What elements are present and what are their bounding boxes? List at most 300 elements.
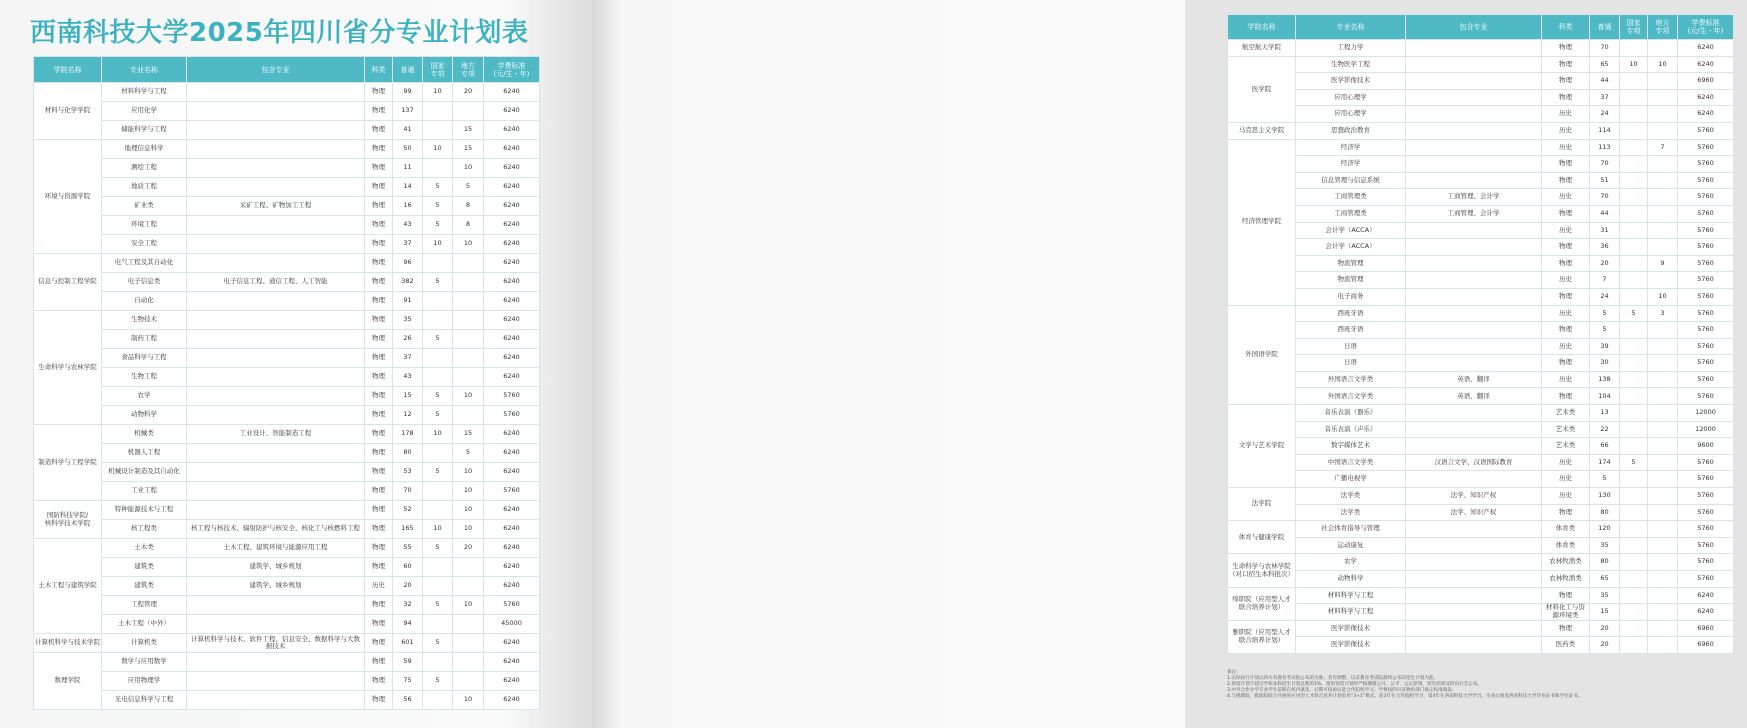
table-row [34,330,540,349]
general-cell: 75 [393,672,423,691]
fee-cell: 5760 [1678,488,1734,505]
subject-cell: 体育类 [1542,521,1590,538]
general-cell: 15 [393,387,423,406]
table-row [1228,521,1734,538]
header-general: 普通 [393,57,423,83]
header-includes: 包含专业 [1406,15,1542,40]
fee-cell: 5760 [484,482,540,501]
cell-line: 绵职院（应用型人才 [1232,595,1291,604]
includes-cell [1406,537,1542,554]
fee-cell: 5760 [1678,454,1734,471]
subject-cell: 历史 [1542,272,1590,289]
subject-cell: 物理 [1542,255,1590,272]
major-cell: 测绘工程 [102,159,187,178]
local-cell [453,254,484,273]
local-cell [453,634,484,653]
major-cell: 安全工程 [102,235,187,254]
includes-cell [187,121,365,140]
table-row [1228,338,1734,355]
table-row [1228,371,1734,388]
major-cell: 广播电视学 [1296,471,1406,488]
includes-cell [187,691,365,710]
general-cell: 16 [393,197,423,216]
general-cell: 53 [393,463,423,482]
subject-cell: 物理 [365,197,393,216]
table-row [34,463,540,482]
fee-cell: 6240 [484,159,540,178]
header-local [453,57,484,83]
national-cell [1620,40,1648,57]
subject-cell: 物理 [365,558,393,577]
includes-cell [1406,421,1542,438]
major-cell: 电气工程及其自动化 [102,254,187,273]
fee-cell: 5760 [484,387,540,406]
fee-cell: 5760 [1678,189,1734,206]
subject-cell: 艺术类 [1542,438,1590,455]
table-row [1228,637,1734,654]
national-cell: 5 [423,330,453,349]
national-cell [1620,571,1648,588]
includes-cell [187,501,365,520]
local-cell [453,349,484,368]
major-cell: 动物科学 [102,406,187,425]
college-cell: 马克思主义学院 [1228,122,1296,139]
includes-cell [1406,322,1542,339]
general-cell: 52 [393,501,423,520]
table-row [34,178,540,197]
general-cell: 14 [393,178,423,197]
table-row [1228,587,1734,604]
includes-cell [1406,571,1542,588]
major-cell: 机器人工程 [102,444,187,463]
local-cell [1648,471,1678,488]
subject-cell: 艺术类 [1542,421,1590,438]
local-cell [1648,355,1678,372]
general-cell: 94 [393,615,423,634]
header-national [1620,15,1648,40]
general-cell: 20 [1590,255,1620,272]
local-cell [1648,106,1678,123]
local-cell [1648,438,1678,455]
cell-line: （对口招生本科批次） [1229,569,1294,578]
college-cell: 计算机科学与技术学院 [34,634,102,653]
note-line: 备注： [1227,670,1241,675]
local-cell [1648,521,1678,538]
includes-cell: 核工程与核技术、辐射防护与核安全、核化工与核燃料工程 [187,520,365,539]
table-row [1228,255,1734,272]
table-row [34,691,540,710]
table-row [34,387,540,406]
major-cell: 材料科学与工程 [102,83,187,102]
national-cell: 10 [423,83,453,102]
table-row [1228,322,1734,339]
table-row [34,596,540,615]
major-cell: 电子商务 [1296,288,1406,305]
fee-cell: 6240 [484,83,540,102]
major-cell: 应用物理学 [102,672,187,691]
includes-cell [1406,156,1542,173]
major-cell: 工程力学 [1296,40,1406,57]
major-cell: 核工程类 [102,520,187,539]
fee-cell: 5760 [1678,338,1734,355]
national-cell [423,102,453,121]
fee-cell: 6240 [484,178,540,197]
local-cell [1648,272,1678,289]
general-cell: 30 [1590,355,1620,372]
header-row [34,57,540,83]
major-cell: 矿业类 [102,197,187,216]
local-cell: 10 [453,463,484,482]
table-row [1228,471,1734,488]
fee-cell: 5760 [1678,371,1734,388]
local-cell: 7 [1648,139,1678,156]
left-page [0,0,593,728]
major-cell: 音乐表演（器乐） [1296,405,1406,422]
cell-line: 联合培养计划） [1238,635,1285,644]
local-cell: 9 [1648,255,1678,272]
includes-cell: 英语、翻译 [1406,371,1542,388]
cell-line: 国家 [430,61,445,70]
national-cell [423,159,453,178]
includes-cell: 工商管理、会计学 [1406,189,1542,206]
national-cell: 5 [423,197,453,216]
includes-cell [187,159,365,178]
includes-cell [187,178,365,197]
table-row [1228,604,1734,621]
college-cell: 生命科学与农林学院 [34,311,102,425]
general-cell: 70 [1590,156,1620,173]
general-cell: 20 [393,577,423,596]
includes-cell [1406,40,1542,57]
fee-cell: 5760 [1678,322,1734,339]
subject-cell: 物理 [365,140,393,159]
cell-line: 学费标准 [497,61,526,70]
local-cell [1648,172,1678,189]
table-row [34,368,540,387]
national-cell [1620,205,1648,222]
fee-cell: 6240 [1678,587,1734,604]
fee-cell: 5760 [1678,172,1734,189]
major-cell: 日语 [1296,355,1406,372]
cell-line: 联合培养计划） [1238,602,1285,611]
header-fee [1678,15,1734,40]
includes-cell [1406,56,1542,73]
major-cell: 机械类 [102,425,187,444]
includes-cell [1406,587,1542,604]
general-cell: 35 [393,311,423,330]
national-cell [1620,89,1648,106]
general-cell: 80 [1590,504,1620,521]
national-cell [1620,488,1648,505]
note-line: 3.中外合作办学专业学生前期在校内就读，后期可按协议赴合作院校学习，学费按四川省物价部门核定标准收取。 [1227,688,1457,694]
fee-cell: 6240 [484,691,540,710]
general-cell: 12 [393,406,423,425]
national-cell [1620,388,1648,405]
local-cell [1648,571,1678,588]
local-cell [1648,189,1678,206]
includes-cell [1406,471,1542,488]
subject-cell: 物理 [365,463,393,482]
includes-cell [187,444,365,463]
table-row [1228,172,1734,189]
national-cell [423,368,453,387]
general-cell: 35 [1590,537,1620,554]
general-cell: 56 [393,691,423,710]
general-cell: 80 [393,444,423,463]
general-cell: 120 [1590,521,1620,538]
local-cell [453,406,484,425]
subject-cell: 物理 [365,634,393,653]
fee-cell: 12000 [1678,405,1734,422]
table-row [34,254,540,273]
major-cell: 医学影像技术 [1296,620,1406,637]
subject-cell: 物理 [365,653,393,672]
subject-cell: 历史 [1542,488,1590,505]
local-cell: 10 [453,387,484,406]
cell-line: 专项 [461,69,475,78]
major-cell: 西班牙语 [1296,305,1406,322]
major-cell: 土木类 [102,539,187,558]
national-cell: 5 [1620,305,1648,322]
subject-cell: 物理 [365,501,393,520]
major-cell: 材料科学与工程 [1296,587,1406,604]
local-cell [453,577,484,596]
fee-cell: 6240 [484,425,540,444]
national-cell: 10 [1620,56,1648,73]
major-cell: 光电信息科学与工程 [102,691,187,710]
local-cell: 20 [453,83,484,102]
major-cell: 医学影像技术 [1296,637,1406,654]
national-cell: 10 [423,425,453,444]
header-general: 普通 [1590,15,1620,40]
table-row [34,159,540,178]
includes-cell [187,102,365,121]
major-cell: 食品科学与工程 [102,349,187,368]
fee-cell: 5760 [1678,504,1734,521]
major-cell: 工程管理 [102,596,187,615]
subject-cell: 历史 [1542,122,1590,139]
general-cell: 24 [1590,106,1620,123]
fee-cell: 5760 [484,596,540,615]
fee-cell: 45000 [484,615,540,634]
national-cell [423,653,453,672]
major-cell: 地质工程 [102,178,187,197]
table-row [1228,405,1734,422]
subject-cell: 物理 [1542,172,1590,189]
subject-cell: 物理 [1542,40,1590,57]
general-cell: 59 [393,653,423,672]
fee-cell: 6240 [484,672,540,691]
local-cell [453,102,484,121]
right-page [593,0,1724,728]
includes-cell [1406,255,1542,272]
fee-cell: 6240 [484,330,540,349]
fee-cell: 6240 [484,140,540,159]
subject-cell: 物理 [1542,73,1590,90]
local-cell [453,615,484,634]
fee-cell: 5760 [1678,355,1734,372]
table-row [1228,454,1734,471]
major-cell: 思想政治教育 [1296,122,1406,139]
subject-cell: 物理 [365,159,393,178]
major-cell: 物流管理 [1296,255,1406,272]
subject-cell: 历史 [1542,371,1590,388]
subject-cell: 物理 [1542,89,1590,106]
national-cell [1620,637,1648,654]
local-cell: 3 [1648,305,1678,322]
footnotes [1227,670,1747,700]
cell-line: 地方 [461,61,475,70]
local-cell [453,368,484,387]
national-cell [423,501,453,520]
local-cell: 15 [453,140,484,159]
local-cell: 8 [453,216,484,235]
table-row [34,501,540,520]
general-cell: 26 [393,330,423,349]
subject-cell: 物理 [365,216,393,235]
national-cell [423,691,453,710]
general-cell: 5 [1590,322,1620,339]
header-major: 专业名称 [102,57,187,83]
local-cell [1648,322,1678,339]
note-line: 4.与绵职院、雅职院联合开展的应用型人才联合培养计划采用“3+1”模式，前3年在合作院校学习，第4年在西南科技大学学习，毕业后颁发西南科技大学毕业证书和学位证书。 [1227,694,1583,700]
includes-cell: 计算机科学与技术、软件工程、信息安全、数据科学与大数据技术 [187,634,365,653]
includes-cell [1406,637,1542,654]
fee-cell: 5760 [1678,571,1734,588]
general-cell: 11 [393,159,423,178]
includes-cell [1406,172,1542,189]
general-cell: 13 [1590,405,1620,422]
table-row [1228,73,1734,90]
includes-cell [187,235,365,254]
national-cell: 10 [423,235,453,254]
fee-cell: 6240 [484,349,540,368]
national-cell [1620,139,1648,156]
subject-cell: 材料化工与资源环境类 [1542,604,1590,621]
major-cell: 音乐表演（声乐） [1296,421,1406,438]
fee-cell: 6240 [484,368,540,387]
subject-cell: 物理 [1542,56,1590,73]
national-cell [1620,471,1648,488]
includes-cell [187,292,365,311]
general-cell: 32 [393,596,423,615]
local-cell [1648,388,1678,405]
local-cell [1648,421,1678,438]
local-cell: 10 [453,235,484,254]
subject-cell: 物理 [365,121,393,140]
fee-cell: 5760 [1678,288,1734,305]
table-row [34,349,540,368]
local-cell [1648,537,1678,554]
table-row [1228,305,1734,322]
major-cell: 生物医学工程 [1296,56,1406,73]
major-cell: 工商管理类 [1296,189,1406,206]
subject-cell: 历史 [1542,189,1590,206]
includes-cell [1406,405,1542,422]
cell-line: 专项 [1655,27,1670,35]
header-college: 学院名称 [1228,15,1296,40]
includes-cell: 电子信息工程、通信工程、人工智能 [187,273,365,292]
general-cell: 37 [1590,89,1620,106]
local-cell [1648,122,1678,139]
national-cell [1620,288,1648,305]
includes-cell [187,311,365,330]
cell-line: 核科学技术学院 [44,518,91,527]
national-cell [1620,521,1648,538]
includes-cell [187,463,365,482]
national-cell: 5 [423,387,453,406]
subject-cell: 物理 [1542,355,1590,372]
general-cell: 178 [393,425,423,444]
table-row [1228,272,1734,289]
general-cell: 130 [1590,488,1620,505]
subject-cell: 物理 [365,596,393,615]
national-cell: 5 [423,596,453,615]
fee-cell: 5760 [1678,239,1734,256]
includes-cell [1406,288,1542,305]
subject-cell: 物理 [365,520,393,539]
college-cell: 文学与艺术学院 [1228,405,1296,488]
includes-cell [1406,620,1542,637]
header-subject: 科类 [365,57,393,83]
subject-cell: 历史 [1542,139,1590,156]
local-cell [1648,239,1678,256]
includes-cell [187,596,365,615]
college-cell: 体育与健康学院 [1228,521,1296,554]
header-row [1228,15,1734,40]
subject-cell: 历史 [1542,222,1590,239]
general-cell: 43 [393,368,423,387]
local-cell [1648,620,1678,637]
national-cell [423,292,453,311]
general-cell: 5 [1590,471,1620,488]
college-cell: 数理学院 [34,653,102,710]
table-row [1228,504,1734,521]
major-cell: 土木工程（中外） [102,615,187,634]
subject-cell: 历史 [1542,454,1590,471]
general-cell: 37 [393,235,423,254]
table-row [34,292,540,311]
subject-cell: 物理 [1542,587,1590,604]
table-row [34,558,540,577]
subject-cell: 历史 [1542,106,1590,123]
general-cell: 65 [1590,571,1620,588]
subject-cell: 物理 [365,482,393,501]
major-cell: 储能科学与工程 [102,121,187,140]
local-cell [1648,338,1678,355]
fee-cell: 5760 [1678,272,1734,289]
header-fee [484,57,540,83]
major-cell: 应用心理学 [1296,89,1406,106]
major-cell: 外国语言文学类 [1296,371,1406,388]
table-row [34,577,540,596]
national-cell: 5 [423,539,453,558]
general-cell: 114 [1590,122,1620,139]
major-cell: 会计学（ACCA） [1296,239,1406,256]
general-cell: 5 [1590,305,1620,322]
fee-cell: 6240 [484,102,540,121]
subject-cell: 物理 [365,292,393,311]
fee-cell: 6240 [484,634,540,653]
national-cell [423,577,453,596]
major-cell: 社会体育指导与管理 [1296,521,1406,538]
major-cell: 电子信息类 [102,273,187,292]
includes-cell [187,406,365,425]
national-cell: 5 [423,463,453,482]
major-cell: 医学影像技术 [1296,73,1406,90]
cell-line: (元/生・年) [493,69,530,78]
subject-cell: 物理 [365,311,393,330]
